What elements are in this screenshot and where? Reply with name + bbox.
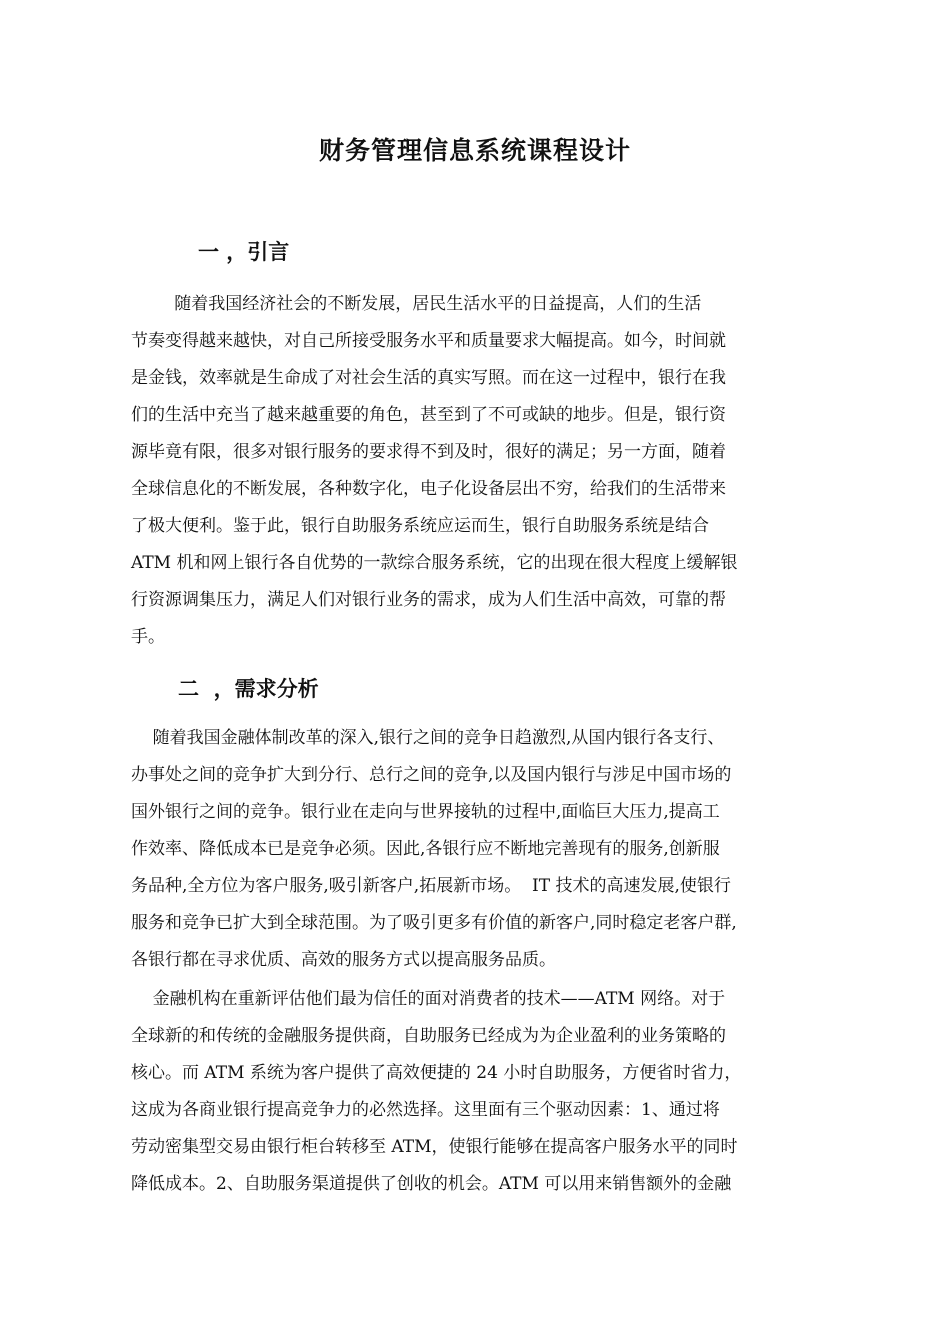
paragraph-line: 务品种,全方位为客户服务,吸引新客户,拓展新市场。 IT 技术的高速发展,使银行 bbox=[131, 876, 731, 896]
paragraph-requirements-2 bbox=[131, 981, 821, 1203]
paragraph-line: ATM 机和网上银行各自优势的一款综合服务系统，它的出现在很大程度上缓解银 bbox=[131, 553, 738, 573]
paragraph-line: 源毕竟有限，很多对银行服务的要求得不到及时，很好的满足；另一方面，随着 bbox=[131, 442, 726, 462]
paragraph-line: 劳动密集型交易由银行柜台转移至 ATM，使银行能够在提高客户服务水平的同时 bbox=[131, 1137, 738, 1157]
paragraph-line: 随着我国经济社会的不断发展，居民生活水平的日益提高，人们的生活 bbox=[131, 294, 702, 314]
paragraph-line: 金融机构在重新评估他们最为信任的面对消费者的技术——ATM 网络。对于 bbox=[131, 989, 726, 1009]
paragraph-requirements-1 bbox=[131, 720, 821, 979]
section-heading-introduction: 一 ，引言 bbox=[198, 240, 290, 264]
paragraph-line: 各银行都在寻求优质、高效的服务方式以提高服务品质。 bbox=[131, 950, 556, 970]
paragraph-line: 行资源调集压力，满足人们对银行业务的需求，成为人们生活中高效，可靠的帮 bbox=[131, 590, 726, 610]
paragraph-line: 随着我国金融体制改革的深入,银行之间的竞争日趋激烈,从国内银行各支行、 bbox=[131, 728, 725, 748]
paragraph-line: 作效率、降低成本已是竞争必须。因此,各银行应不断地完善现有的服务,创新服 bbox=[131, 839, 720, 859]
paragraph-line: 降低成本。2、自助服务渠道提供了创收的机会。ATM 可以用来销售额外的金融 bbox=[131, 1174, 732, 1194]
paragraph-line: 服务和竞争已扩大到全球范围。为了吸引更多有价值的新客户,同时稳定老客户群, bbox=[131, 913, 737, 933]
paragraph-line: 们的生活中充当了越来越重要的角色，甚至到了不可或缺的地步。但是，银行资 bbox=[131, 405, 726, 425]
paragraph-line: 是金钱，效率就是生命成了对社会生活的真实写照。而在这一过程中，银行在我 bbox=[131, 368, 726, 388]
paragraph-line: 办事处之间的竞争扩大到分行、总行之间的竞争,以及国内银行与涉足中国市场的 bbox=[131, 765, 732, 785]
paragraph-line: 全球信息化的不断发展，各种数字化，电子化设备层出不穷，给我们的生活带来 bbox=[131, 479, 726, 499]
paragraph-introduction bbox=[131, 286, 821, 656]
paragraph-line: 这成为各商业银行提高竞争力的必然选择。这里面有三个驱动因素：1、通过将 bbox=[131, 1100, 720, 1120]
paragraph-line: 全球新的和传统的金融服务提供商，自助服务已经成为为企业盈利的业务策略的 bbox=[131, 1026, 726, 1046]
paragraph-line: 节奏变得越来越快，对自己所接受服务水平和质量要求大幅提高。如今，时间就 bbox=[131, 331, 726, 351]
paragraph-line: 核心。而 ATM 系统为客户提供了高效便捷的 24 小时自助服务，方便省时省力， bbox=[131, 1063, 742, 1083]
paragraph-line: 手。 bbox=[131, 627, 165, 647]
section-heading-requirements: 二 ，需求分析 bbox=[178, 677, 319, 701]
paragraph-line: 国外银行之间的竞争。银行业在走向与世界接轨的过程中,面临巨大压力,提高工 bbox=[131, 802, 720, 822]
document-title: 财务管理信息系统课程设计 bbox=[318, 136, 631, 165]
paragraph-line: 了极大便利。鉴于此，银行自助服务系统应运而生，银行自助服务系统是结合 bbox=[131, 516, 709, 536]
